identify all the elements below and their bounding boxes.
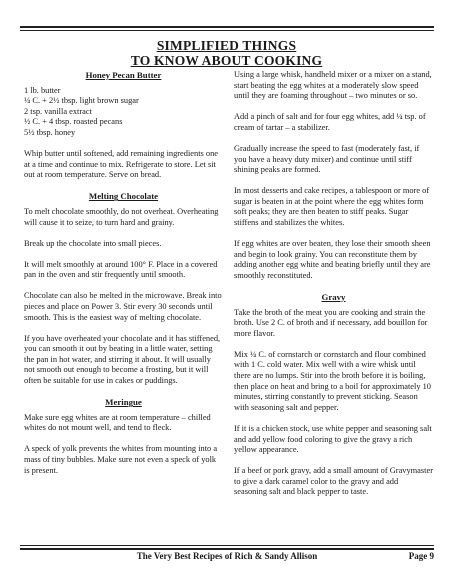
- left-column: [24, 70, 223, 487]
- meringue-paragraph: Make sure egg whites are at room temperature – chilled whites do not mount well, and tend to fleck.: [24, 412, 211, 433]
- meringue-paragraph: If egg whites are over beaten, they lose their smooth sheen and begin to look grainy. You can reconstitute them by adding another egg white and beating briefly until they are smoothly reconstituted.: [234, 239, 431, 280]
- honey-instructions: Whip butter until softened, add remaining ingredients one at a time and continue to mix. Refrigerate to store. Let sit out at room temperature. Serve on bread.: [24, 149, 218, 180]
- chocolate-paragraph: Chocolate can also be melted in the microwave. Break into pieces and place on Power 3. Stir every 30 seconds until smooth. This is the easiest way of melting chocolate.: [24, 291, 222, 322]
- page-number: Page 9: [408, 551, 434, 561]
- ingredient-item: ½ C. + 4 tbsp. roasted pecans: [24, 117, 123, 127]
- gravy-paragraph: Mix ¼ C. of cornstarch or cornstarch and flour combined with 1 C. cold water. Mix well with a wire whisk until there are no lumps. Stir into the broth before it is boiling, then place on heat and bring to a boil for approximately 10 minutes, stirring constantly to prevent sticking. Season with seasoning salt and pepper.: [234, 349, 431, 412]
- chocolate-paragraph: Break up the chocolate into small pieces.: [24, 238, 162, 248]
- meringue-paragraph: Gradually increase the speed to fast (moderately fast, if you have a heavy duty mixer) and continue until stiff shining peaks are formed.: [234, 143, 420, 175]
- chocolate-paragraph: It will melt smoothly at around 100° F. Place in a covered pan in the oven and stir frequently until smooth.: [24, 259, 218, 280]
- ingredient-item: 1 lb. butter: [24, 85, 61, 95]
- honey-pecan-heading: Honey Pecan Butter: [85, 70, 162, 80]
- gravy-paragraph: If it is a chicken stock, use white pepper and seasoning salt and add yellow food coloring to give the gravy a rich yellow appearance.: [234, 423, 432, 455]
- meringue-paragraph: Add a pinch of salt and for four egg whites, add ¼ tsp. of cream of tartar – a stabilizer.: [234, 112, 426, 132]
- bottom-rule: [20, 545, 434, 546]
- chocolate-paragraph: If you have overheated your chocolate and it has stiffened, you can smooth it out by beating in a little water, setting the pan in hot water, and stirring it about. It will usually not smooth out enough to become a frosting, but it will often be suitable for use in cakes or puddings.: [24, 333, 221, 386]
- bottom-rule-thick: [20, 548, 434, 550]
- top-rule: [20, 26, 434, 28]
- melting-chocolate-heading: Melting Chocolate: [88, 191, 159, 202]
- gravy-paragraph: Take the broth of the meat you are cooking and strain the broth. Use 2 C. of broth and if necessary, add bouillon for more flavor.: [234, 307, 428, 338]
- meringue-heading: Meringue: [105, 397, 142, 408]
- chocolate-paragraph: To melt chocolate smoothly, do not overheat. Overheating will cause it to seize, to turn hard and grainy.: [24, 206, 219, 227]
- footer-book-title: The Very Best Recipes of Rich & Sandy Allison: [136, 551, 318, 561]
- meringue-paragraph: Using a large whisk, handheld mixer or a mixer on a stand, start beating the egg whites at a moderately slow speed until they are foaming throughout – two minutes or so.: [234, 70, 432, 101]
- right-column: [234, 70, 433, 509]
- top-rule-thin: [20, 30, 434, 31]
- meringue-paragraph: A speck of yolk prevents the whites from mounting into a mass of tiny bubbles. Make sure not even a speck of yolk is present.: [24, 444, 218, 475]
- title-line-2: TO KNOW ABOUT COOKING: [130, 53, 323, 68]
- ingredient-item: 2 tsp. vanilla extract: [24, 106, 92, 116]
- ingredient-item: 5½ tbsp. honey: [24, 127, 76, 137]
- meringue-paragraph: In most desserts and cake recipes, a tablespoon or more of sugar is beaten in at the point where the egg whites form soft peaks; they are then beaten to stiff peaks. Sugar stiffens and stabilizes the whites.: [234, 186, 430, 228]
- page-title: [0, 38, 453, 68]
- ingredient-list: [24, 86, 223, 139]
- gravy-heading: Gravy: [321, 292, 346, 302]
- title-line-1: SIMPLIFIED THINGS: [156, 38, 297, 53]
- gravy-paragraph: If a beef or pork gravy, add a small amount of Gravymaster to give a dark caramel color to the gravy and add seasoning salt and black pepper to taste.: [234, 466, 433, 497]
- ingredient-item: ¼ C. + 2½ tbsp. light brown sugar: [24, 96, 139, 106]
